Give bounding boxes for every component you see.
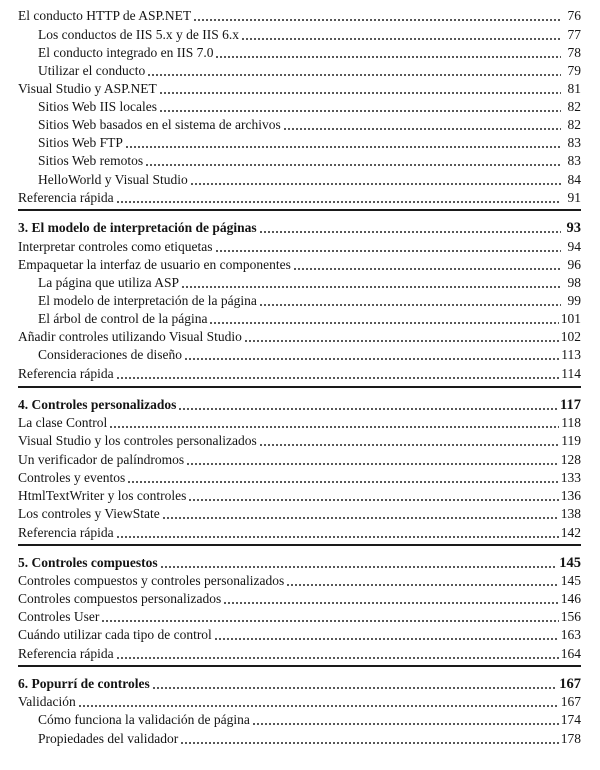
toc-entry-label: Validación (18, 694, 76, 709)
toc-entry-page-number: 174 (560, 712, 581, 727)
toc-entry-label: Empaquetar la interfaz de usuario en componentes (18, 257, 291, 272)
toc-entry-line (18, 608, 581, 626)
toc-entry-page-number: 79 (567, 63, 581, 78)
toc-entry-line (38, 171, 581, 189)
toc-entry-page-number: 101 (560, 311, 581, 326)
toc-entry-label: Sitios Web FTP (38, 135, 123, 150)
toc-entry-label: Referencia rápida (18, 525, 114, 540)
toc-entry-page-number: 98 (567, 275, 581, 290)
toc-entry-page-number: 113 (561, 347, 581, 362)
toc-entry-page-number: 114 (561, 366, 581, 381)
dot-leader (293, 268, 561, 270)
dot-leader (152, 687, 558, 689)
toc-entry (0, 116, 600, 134)
dot-leader (259, 304, 561, 306)
toc-entry (0, 730, 600, 748)
dot-leader (125, 146, 561, 148)
toc-entry-label: Visual Studio y los controles personalizados (18, 433, 257, 448)
toc-entry-line (18, 451, 581, 469)
toc-entry-line (38, 26, 581, 44)
toc-entry-line (38, 274, 581, 292)
dot-leader (101, 620, 558, 622)
toc-entry-label: Consideraciones de diseño (38, 347, 182, 362)
toc-entry-line (18, 7, 581, 25)
toc-entry-page-number: 146 (560, 591, 581, 606)
toc-entry-line (38, 134, 581, 152)
dot-leader (180, 742, 559, 744)
toc-entry-line (38, 310, 581, 328)
dot-leader (162, 517, 559, 519)
toc-entry-line (38, 292, 581, 310)
toc-entry-page-number: 96 (567, 257, 581, 272)
toc-entry-line (18, 590, 581, 608)
toc-entry (0, 711, 600, 729)
toc-entry (0, 524, 600, 542)
toc-entry (0, 469, 600, 487)
toc-entry (0, 26, 600, 44)
toc-entry-line (38, 116, 581, 134)
toc-entry-page-number: 136 (560, 488, 581, 503)
toc-entry-label: Referencia rápida (18, 366, 114, 381)
toc-entry (0, 432, 600, 450)
toc-entry-label: Cuándo utilizar cada tipo de control (18, 627, 212, 642)
toc-entry-label: Los controles y ViewState (18, 506, 160, 521)
dot-leader (283, 128, 561, 130)
toc-entry-line (38, 730, 581, 748)
toc-chapter-heading (0, 219, 600, 237)
toc-entry-page-number: 142 (560, 525, 581, 540)
dot-leader (116, 377, 560, 379)
toc-entry-label: Referencia rápida (18, 190, 114, 205)
toc-entry-label: El conducto integrado en IIS 7.0 (38, 45, 214, 60)
dot-leader (181, 286, 561, 288)
toc-entry-line (18, 396, 581, 414)
section-divider (18, 544, 581, 546)
toc-entry-line (18, 693, 581, 711)
toc-entry-line (18, 524, 581, 542)
dot-leader (215, 56, 561, 58)
dot-leader (252, 723, 559, 725)
dot-leader (178, 408, 558, 410)
dot-leader (78, 705, 559, 707)
toc-entry (0, 274, 600, 292)
toc-entry-label: HelloWorld y Visual Studio (38, 172, 188, 187)
toc-entry-line (18, 238, 581, 256)
toc-entry (0, 310, 600, 328)
toc-entry (0, 451, 600, 469)
toc-entry-page-number: 119 (561, 433, 581, 448)
toc-entry-line (38, 346, 581, 364)
toc-entry-line (18, 365, 581, 383)
toc-entry (0, 365, 600, 383)
toc-entry-page-number: 145 (559, 555, 581, 571)
toc-entry-line (18, 414, 581, 432)
toc-entry-line (18, 554, 581, 572)
toc-entry-page-number: 82 (567, 117, 581, 132)
toc-entry (0, 134, 600, 152)
dot-leader (159, 92, 561, 94)
toc-entry-line (38, 152, 581, 170)
toc-entry-page-number: 167 (560, 694, 581, 709)
toc-chapter-heading (0, 554, 600, 572)
toc-entry-line (18, 469, 581, 487)
dot-leader (184, 358, 559, 360)
toc-entry-page-number: 83 (567, 153, 581, 168)
toc-entry (0, 80, 600, 98)
toc-entry-label: 4. Controles personalizados (18, 397, 177, 412)
toc-entry-page-number: 78 (567, 45, 581, 60)
toc-entry-label: Sitios Web basados en el sistema de archivos (38, 117, 281, 132)
toc-entry (0, 171, 600, 189)
toc-entry (0, 44, 600, 62)
dot-leader (241, 38, 561, 40)
toc-entry-label: El árbol de control de la página (38, 311, 208, 326)
toc-entry (0, 346, 600, 364)
toc-entry (0, 62, 600, 80)
toc-entry-label: Sitios Web remotos (38, 153, 144, 168)
toc-entry-label: Sitios Web IIS locales (38, 99, 158, 114)
toc-entry (0, 572, 600, 590)
toc-entry-line (38, 98, 581, 116)
toc-entry-page-number: 178 (560, 731, 581, 746)
toc-entry-label: Utilizar el conducto (38, 63, 146, 78)
dot-leader (209, 322, 558, 324)
toc-entry-line (18, 80, 581, 98)
toc-entry (0, 608, 600, 626)
dot-leader (188, 499, 558, 501)
toc-entry-line (18, 675, 581, 693)
toc-entry-label: 3. El modelo de interpretación de páginas (18, 220, 257, 235)
toc-entry-page-number: 94 (567, 239, 581, 254)
dot-leader (259, 444, 559, 446)
toc-entry-page-number: 156 (560, 609, 581, 624)
dot-leader (145, 164, 561, 166)
toc-entry-page-number: 128 (560, 452, 581, 467)
toc-entry-page-number: 91 (567, 190, 581, 205)
toc-entry-line (18, 256, 581, 274)
toc-entry (0, 152, 600, 170)
toc-entry (0, 189, 600, 207)
dot-leader (127, 481, 559, 483)
toc-entry-label: Interpretar controles como etiquetas (18, 239, 213, 254)
toc-entry-label: 5. Controles compuestos (18, 555, 158, 570)
toc-entry (0, 256, 600, 274)
dot-leader (186, 463, 559, 465)
toc-entry (0, 645, 600, 663)
toc-entry-page-number: 83 (567, 135, 581, 150)
section-divider (18, 386, 581, 388)
toc-entry-line (18, 432, 581, 450)
toc-entry-label: Los conductos de IIS 5.x y de IIS 6.x (38, 27, 239, 42)
toc-entry-label: La página que utiliza ASP (38, 275, 179, 290)
toc-entry-page-number: 81 (567, 81, 581, 96)
toc-entry-line (18, 328, 581, 346)
toc-entry-page-number: 167 (559, 676, 581, 692)
toc-entry-line (18, 487, 581, 505)
toc-entry-page-number: 133 (560, 470, 581, 485)
toc-entry-line (38, 62, 581, 80)
toc-entry (0, 590, 600, 608)
dot-leader (193, 19, 561, 21)
toc-chapter-heading (0, 396, 600, 414)
dot-leader (160, 566, 558, 568)
toc-entry-page-number: 84 (567, 172, 581, 187)
toc-entry-label: Controles y eventos (18, 470, 126, 485)
toc-entry-page-number: 138 (560, 506, 581, 521)
toc-entry-page-number: 93 (566, 220, 581, 236)
toc-entry-line (18, 189, 581, 207)
toc-entry-page-number: 99 (567, 293, 581, 308)
toc-entry-line (18, 572, 581, 590)
toc-entry-label: 6. Popurrí de controles (18, 676, 150, 691)
dot-leader (259, 231, 561, 233)
toc-entry (0, 292, 600, 310)
toc-entry-page-number: 102 (560, 329, 581, 344)
dot-leader (223, 602, 559, 604)
toc-entry-label: Propiedades del validador (38, 731, 179, 746)
toc-entry-line (38, 711, 581, 729)
toc-entry-label: Referencia rápida (18, 646, 114, 661)
toc-entry-page-number: 164 (560, 646, 581, 661)
dot-leader (159, 110, 561, 112)
toc-entry (0, 693, 600, 711)
toc-chapter-heading (0, 675, 600, 693)
toc-entry-label: El modelo de interpretación de la página (38, 293, 257, 308)
dot-leader (109, 426, 559, 428)
toc-entry (0, 328, 600, 346)
dot-leader (116, 201, 561, 203)
toc-entry-page-number: 117 (560, 397, 581, 413)
toc-entry-label: La clase Control (18, 415, 108, 430)
toc-entry-line (18, 219, 581, 237)
toc-entry (0, 505, 600, 523)
toc-entry-label: Visual Studio y ASP.NET (18, 81, 157, 96)
toc-entry-page-number: 76 (567, 8, 581, 23)
toc-entry-line (38, 44, 581, 62)
toc-entry-label: Controles compuestos personalizados (18, 591, 222, 606)
toc-entry-label: Cómo funciona la validación de página (38, 712, 250, 727)
dot-leader (286, 584, 559, 586)
toc-entry-label: El conducto HTTP de ASP.NET (18, 8, 192, 23)
toc-entry-page-number: 82 (567, 99, 581, 114)
toc-entry-line (18, 505, 581, 523)
toc-entry-line (18, 626, 581, 644)
dot-leader (116, 536, 559, 538)
toc-entry-label: Controles compuestos y controles personalizados (18, 573, 285, 588)
section-divider (18, 209, 581, 211)
toc-entry (0, 98, 600, 116)
toc-entry-label: HtmlTextWriter y los controles (18, 488, 187, 503)
section-divider (18, 665, 581, 667)
toc-entry (0, 626, 600, 644)
toc-entry (0, 238, 600, 256)
dot-leader (147, 74, 561, 76)
toc-entry-label: Controles User (18, 609, 100, 624)
toc-entry-page-number: 77 (567, 27, 581, 42)
dot-leader (214, 638, 559, 640)
dot-leader (215, 250, 561, 252)
toc-entry (0, 487, 600, 505)
toc-entry-label: Añadir controles utilizando Visual Studio (18, 329, 242, 344)
toc-entry (0, 7, 600, 25)
dot-leader (116, 657, 559, 659)
toc-entry-page-number: 118 (561, 415, 581, 430)
toc-entry-page-number: 163 (560, 627, 581, 642)
toc-entry-label: Un verificador de palíndromos (18, 452, 185, 467)
toc-entry-line (18, 645, 581, 663)
toc-entry-page-number: 145 (560, 573, 581, 588)
toc-entry (0, 414, 600, 432)
dot-leader (190, 183, 561, 185)
dot-leader (244, 340, 559, 342)
